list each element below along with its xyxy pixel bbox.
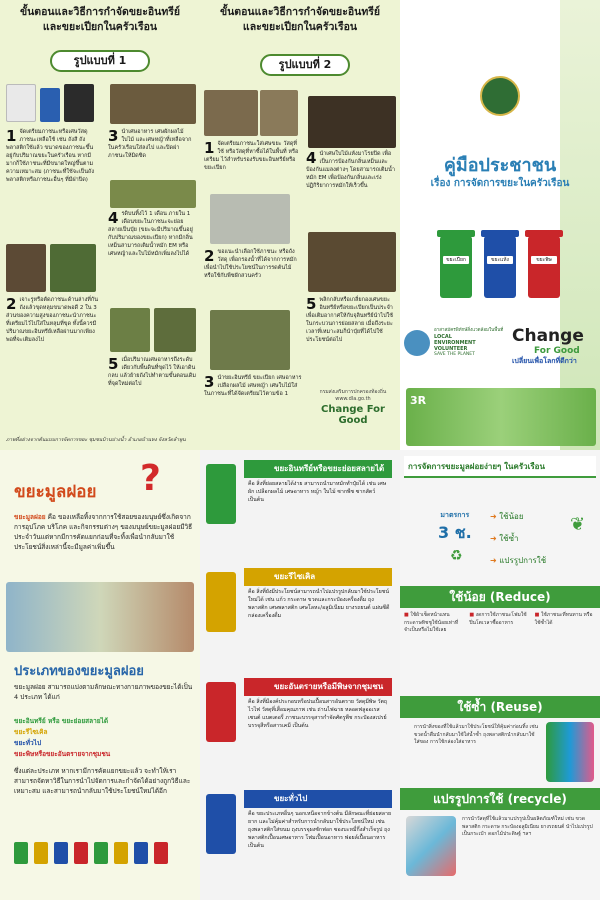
definition-text: คือ ของเหลือทิ้งจากการใช้สอยของมนุษย์ซึ่งเกิดจากการอุปโภค บริโภค และกิจกรรมต่างๆ ของมนุษย์ขยะมูลฝอยมีวิธีประจำวันแต่หากมีการคัดแยกก่อนที่จะทิ้งเพื่อนำกลับมาใช้ประโยชน์สิ่งเหล่านี้จะมีมูลค่าเพิ่มขึ้น (14, 513, 193, 551)
step-number: 5 (108, 355, 119, 373)
volunteer-en3: VOLUNTEER (434, 346, 468, 352)
step-text: ขอแนะนำเลือกใช้ภาชนะ หรือถังวัสดุ เพื่อกรองน้ำที่ได้จากการหมัก เพื่อนำไปใช้ประโยชน์ในการรดต้นไม้ หรือใช้กับพืชผักสวนครัว (204, 249, 297, 279)
recycle-title: แปรรูปการใช้ (recycle) (400, 788, 600, 810)
small-bin-yellow (34, 842, 48, 864)
bin-yellow-icon (206, 572, 236, 632)
arrow-icon: ➜ (490, 534, 497, 543)
category-head: ขยะทั่วไป (244, 790, 392, 808)
volunteer-en4: SAVE THE PLANET (434, 352, 475, 357)
step-number: 3 (204, 373, 215, 391)
bin-toxic (528, 236, 560, 298)
method1-step-4 (108, 210, 196, 258)
step-number: 1 (6, 127, 17, 145)
step-text: เมื่อปริมาณเศษอาหารถึงระดับเดียวกับพื้นดินที่ขุดไว้ ให้เอาดินกลบ แล้วย้ายถังไปทำตามขั้นตอนเดิมที่จุดใหม่ต่อไป (108, 357, 196, 387)
type-general: ขยะทั่วไป (14, 739, 42, 747)
recycled-bag-photo (406, 816, 456, 876)
cover-side-strip (560, 0, 600, 450)
filling-bin-photo (210, 310, 290, 370)
bin-blue-icon (206, 794, 236, 854)
types-intro: ขยะมูลฝอย สามารถแบ่งตามลักษณะทางกายภาพของขยะได้เป็น 4 ประเภท ได้แก่ (14, 683, 193, 701)
step-text: จัดเตรียมภาชนะใส่เศษขยะ วัสดุที่ใช้ หรือวัสดุที่หาซื้อได้ในพื้นที่ หรือเตรียม ไว้สำหรับรองรับขยะอินทรีย์หรือขยะเปียก (204, 141, 299, 171)
emblem-icon (480, 76, 520, 116)
recycle-symbol-icon: ♻ (450, 548, 463, 564)
step-text: เจาะรูหรือตัดภาชนะด้านล่างที่กันถังแล้วขุดหลุมขนาดพอดี 2 ใน 3 ส่วนของความสูงของภาชนะนำภาชนะที่เตรียมไว้ไปใส่ในหลุมที่ขุด ทั้งนี้ควรมีปริมาณขยะอินทรีย์เหลือผ่านมากเพียงพอที่จะเติมลงไป (6, 297, 99, 343)
measure-value: 3 ช. (438, 523, 472, 542)
reduce-tips (404, 612, 596, 635)
method1-label: รูปแบบที่ 1 (50, 50, 150, 72)
volunteer-thai: อาสาสมัครพิทักษ์สิ่งแวดล้อมในพื้นที่ (434, 328, 504, 333)
change-for-good-logo: Change For Good (321, 404, 385, 426)
types-list (14, 716, 110, 760)
compost-bin-photo (308, 96, 396, 148)
category-organic (204, 456, 396, 556)
method1-credit: ภาพที่อย่างจากต้นแบบการจัดการขยะ ชุมชนบ้านปางน้ำ อำเภอบ้านหง จังหวัดลำพูน (6, 437, 186, 443)
lidded-bin-photo (110, 180, 196, 208)
step-text: พลิกกลับหรือเกลี่ยกองเศษขยะอินทรีย์หรือขยะเปียกเป็นประจำเพื่อเติมอากาศให้กับจุลินทรีย์นำไปใช้ในกระบวนการย่อยสลาย เมื่อถึงระยะเวลาที่เหมาะสมก็นำปุ๋ยที่ได้ไปใช้ประโยชน์ต่อไป (306, 297, 393, 343)
reuse-title: ใช้ซ้ำ (Reuse) (400, 696, 600, 718)
bin-in-ground-photo (50, 244, 96, 292)
category-text: คือ สิ่งที่มีองค์ประกอบหรือปนเปื้อนสารอันตราย วัสดุมีพิษ วัตถุไวไฟ วัสดุที่เสื่อมคุณภาพ เช่น ถ่านไฟฉาย หลอดฟลูออเรสเซนต์ แบตเตอรี่ ภาชนะบรรจุสารกำจัดศัตรูพืช กระป๋องสเปรย์บรรจุสีหรือสารเคมี เป็นต้น (248, 699, 388, 729)
method2-step-5 (306, 296, 396, 344)
step-text: รดิบนทิ้งไว้ 1 เดือน ภายใน 1 เดือนขยะในภาชนะจะย่อยสลายเป็นปุ๋ย (ขยะจะมีปริมาณขึ้นอยู่กับปริมาณของขยะเปียก) หากมีกลิ่นเหม็นสามารถเติมน้ำหมัก EM หรือเศษหญ้าและใบไม้หมักเพิ่มลงไปได้ (108, 211, 193, 257)
reduce-tip-text: ใช้ภาชนะที่ทนทาน หรือใช้ซ้ำได้ (534, 612, 593, 626)
method2-step-1 (204, 140, 300, 172)
dig-hole-photo (6, 244, 46, 292)
cover-title: คู่มือประชาชน (443, 155, 557, 176)
question-icon: ? (140, 458, 161, 499)
small-bin-red (74, 842, 88, 864)
bin-garden-photo (154, 308, 196, 352)
bin-lid (437, 230, 475, 237)
reduce-tip-text: งดการใช้ภาชนะโฟมใช้ปิ่นโตเวลาซื้ออาหาร (469, 612, 527, 626)
definition-term: ขยะมูลฝอย (14, 513, 46, 521)
types-title: ประเภทของขยะมูลฝอย (14, 664, 144, 679)
bullet-icon: ■ (469, 612, 475, 618)
measure-label: มาตรการ (440, 511, 470, 519)
small-bin-green-2 (94, 842, 108, 864)
waste-panel (0, 450, 200, 900)
method2-step-2 (204, 248, 302, 280)
volunteer-en1: LOCAL (434, 334, 452, 340)
change-word: Change (512, 326, 584, 346)
waste-definition (14, 512, 194, 552)
method1-step-3 (108, 128, 196, 160)
waste-title: ขยะมูลฝอย (14, 482, 97, 502)
step-number: 1 (204, 139, 215, 157)
small-bin-blue-2 (134, 842, 148, 864)
bullet-icon: ■ (404, 612, 409, 618)
bin-lid (525, 230, 563, 237)
step-text: นำขยะอินทรีย์ ขยะเปียก เศษอาหาร เปลือกผลไม้ เศษหญ้า เศษใบไม้ใส่ในภาชนะที่ได้จัดเตรียมไว้ตามข้อ 1 (204, 375, 302, 397)
change-tagline: เปลี่ยนเพื่อโลกที่ดีกว่า (512, 357, 577, 365)
type-organic: ขยะอินทรีย์ หรือ ขยะย่อยสลายได้ (14, 717, 109, 725)
header-line1: ขั้นตอนและวิธีการกำจัดขยะอินทรีย์ (219, 6, 381, 18)
step-number: 3 (108, 127, 119, 145)
change-logo (512, 326, 596, 367)
method1-header (0, 0, 200, 35)
measure-item: ใช้น้อย (499, 512, 524, 521)
recycle-text: การนำวัสดุที่ใช้แล้วมาแปรรูปเป็นผลิตภัณฑ์ใหม่ เช่น ขวดพลาสติก กระดาษ กระป๋องอลูมิเนียม ยางรถยนต์ นำไปแปรรูปเป็นกระเป๋า ดอกไม้ประดิษฐ์ ฯลฯ (462, 816, 593, 837)
step-number: 4 (108, 209, 119, 227)
volunteers-group-photo (406, 388, 596, 446)
bins-photo-a (204, 90, 258, 136)
reduce-title: ใช้น้อย (Reduce) (400, 586, 600, 608)
credit-url: www.dla.go.th (335, 396, 371, 402)
measure-item: ใช้ซ้ำ (499, 534, 519, 543)
category-head: ขยะอินทรีย์หรือขยะย่อยสลายได้ (244, 460, 392, 478)
method2-panel (200, 0, 400, 450)
bin-label: ขยะพิษ (531, 256, 557, 264)
category-general (204, 786, 396, 886)
header-line2: และขยะเปียกในครัวเรือน (42, 21, 158, 33)
measure-list (490, 506, 546, 572)
small-bin-yellow-2 (114, 842, 128, 864)
header-line1: ขั้นตอนและวิธีการกำจัดขยะอินทรีย์ (19, 6, 181, 18)
method1-step-1 (6, 128, 98, 184)
type-recycle: ขยะรีไซเคิล (14, 728, 48, 736)
bottles-photo (546, 722, 594, 782)
volunteer-drop-icon (404, 330, 430, 356)
categories-panel (200, 450, 400, 900)
bin-dry (484, 236, 516, 298)
measure-block (438, 510, 472, 546)
method2-credit (308, 388, 398, 426)
category-head: ขยะรีไซเคิล (244, 568, 392, 586)
method2-step-4 (306, 150, 396, 190)
arrow-icon: ➜ (490, 512, 497, 521)
bins-photo-b (260, 90, 298, 136)
measure-item: แปรรูปการใช้ (499, 556, 547, 565)
bin-wet (440, 236, 472, 298)
reduce-tip (404, 612, 465, 635)
bin-label: ขยะแห้ง (487, 256, 513, 264)
category-recycle (204, 564, 396, 664)
header-line2: และขยะเปียกในครัวเรือน (242, 21, 358, 33)
step-number: 5 (306, 295, 317, 313)
badge-3r: 3R (410, 394, 427, 407)
step-text: จัดเตรียมภาชนะหรือเศษวัสดุภาชนะเหลือใช้ เช่น ถังสี ถังพลาสติกใช้แล้ว ขนาดของภาชนะขึ้นอยู่กับปริมาณขยะในครัวเรือน หากมีมากก็ใช้ภาชนะที่มีขนาดใหญ่ขึ้นตามความเหมาะสม (ภาชนะที่ใช้จะเป็นถังพลาสติกหรือภาชนะอื่นๆ ที่มีฝาปิด) (6, 129, 95, 183)
bullet-icon: ■ (534, 612, 540, 618)
step-number: 2 (6, 295, 17, 313)
volunteer-block (434, 328, 514, 358)
step-number: 2 (204, 247, 215, 265)
method2-header (200, 0, 400, 35)
cover-subtitle: เรื่อง การจัดการขยะในครัวเรือน (430, 178, 570, 189)
compost-pile-photo (308, 232, 396, 292)
small-bin-blue (54, 842, 68, 864)
cover-panel (400, 0, 600, 450)
reduce-tip (469, 612, 530, 635)
step-text: นำเศษใบไม้แห้งมาโรยปิด เพื่อเป็นการป้องกันกลิ่นเหม็นและป้องกันแมลงต่างๆ โดยสามารถเติมน้ำหมัก EM เพื่อป้องกันกลิ่นและเร่งปฏิกิริยาการหมักให้เร็วขึ้น (306, 151, 395, 189)
black-bin-photo (64, 84, 94, 122)
small-bin-green (14, 842, 28, 864)
reuse-text: การนำสิ่งของที่ใช้แล้วมาใช้ประโยชน์ให้คุ้มค่าก่อนทิ้ง เช่น ขวดน้ำดื่มนำกลับมาใช้ใส่น้ำซ้ำ ถุงพลาสติกนำกลับมาใช้ใส่ของ การใช้กล่องใส่อาหาร (414, 724, 539, 745)
bin-lid (481, 230, 519, 237)
type-hazard: ขยะพิษหรือขยะอันตรายจากชุมชน (14, 750, 111, 758)
blue-barrel-photo (40, 88, 60, 122)
reduce-tip (535, 612, 596, 635)
bin-green-icon (206, 464, 236, 524)
method2-label: รูปแบบที่ 2 (260, 54, 350, 76)
concrete-bin-photo (210, 194, 290, 244)
method1-panel (0, 0, 200, 450)
arrow-icon: ➜ (490, 556, 497, 565)
bin-label: ขยะเปียก (443, 256, 469, 264)
method1-step-2 (6, 296, 100, 344)
white-bucket-photo (6, 84, 36, 122)
leaf-icon: ❦ (570, 514, 586, 535)
step-number: 4 (306, 149, 317, 167)
category-head: ขยะอันตรายหรือมีพิษจากชุมชน (244, 678, 392, 696)
volunteer-en2: ENVIRONMENT (434, 340, 476, 346)
food-scrap-photo (110, 84, 196, 124)
for-good-word: For Good (534, 346, 580, 356)
waste-pile-photo (6, 582, 194, 652)
reduce-tip-text: ใช้ผ้าเช็ดหน้าแทนกระดาษทิชชูใช้น้อยเท่าที่จำเป็นหรือไม่ใช้เลย (404, 612, 459, 633)
category-text: คือ สิ่งที่ย่อยสลายได้ง่าย สามารถนำมาหมักทำปุ๋ยได้ เช่น เศษผัก เปลือกผลไม้ เศษอาหาร หญ้า ใบไม้ ซากพืช ซากสัตว์ เป็นต้น (248, 481, 387, 503)
garden-photo (110, 308, 150, 352)
category-text: คือ ขยะประเภทอื่นๆ นอกเหนือจากข้างต้น มีลักษณะที่ย่อยสลายยาก และไม่คุ้มค่าสำหรับการนำกลับมาใช้ประโยชน์ใหม่ เช่น ถุงพลาสติกใส่ขนม ถุงบรรจุผงซักฟอก ซองบะหมี่กึ่งสำเร็จรูป ถุงพลาสติกเปื้อนเศษอาหาร โฟมเปื้อนอาหาร ฟอยล์เปื้อนอาหาร เป็นต้น (248, 811, 392, 849)
credit-text: กรมส่งเสริมการปกครองท้องถิ่น (319, 389, 387, 395)
manage-panel (400, 450, 600, 900)
small-bin-red-2 (154, 842, 168, 864)
manage-title: การจัดการขยะมูลฝอยง่ายๆ ในครัวเรือน (404, 456, 596, 478)
small-bins-row (14, 842, 168, 864)
category-hazard (204, 674, 396, 774)
method2-step-3 (204, 374, 302, 398)
types-closing: ซึ่งแต่ละประเภท หากเรามีการคัดแยกขยะแล้ว จะทำให้เราสามารถจัดหาวิธีในการนำไปจัดการและกำจัดได้อย่างถูกวิธีและเหมาะสม และสามารถนำกลับมาใช้ประโยชน์ใหม่ได้อีก (14, 767, 191, 795)
method1-step-5 (108, 356, 196, 388)
step-text: นำเศษอาหาร เศษผักผลไม้ ใบไม้ และเศษหญ้าที่เหลือจากในครัวเรือนใส่ลงไป และปิดฝาภาชนะให้มิดชิด (108, 129, 192, 159)
bin-red-icon (206, 682, 236, 742)
category-text: คือ สิ่งที่ยังมีประโยชน์สามารถนำไปแปรรูปกลับมาใช้ประโยชน์ใหม่ได้ เช่น แก้ว กระดาษ ขวดและกระป๋องเครื่องดื่ม ถุงพลาสติก เศษพลาสติก เศษโลหะ/อลูมิเนียม ยางรถยนต์ แผ่นซีดี กล่องเครื่องดื่ม (248, 589, 390, 619)
